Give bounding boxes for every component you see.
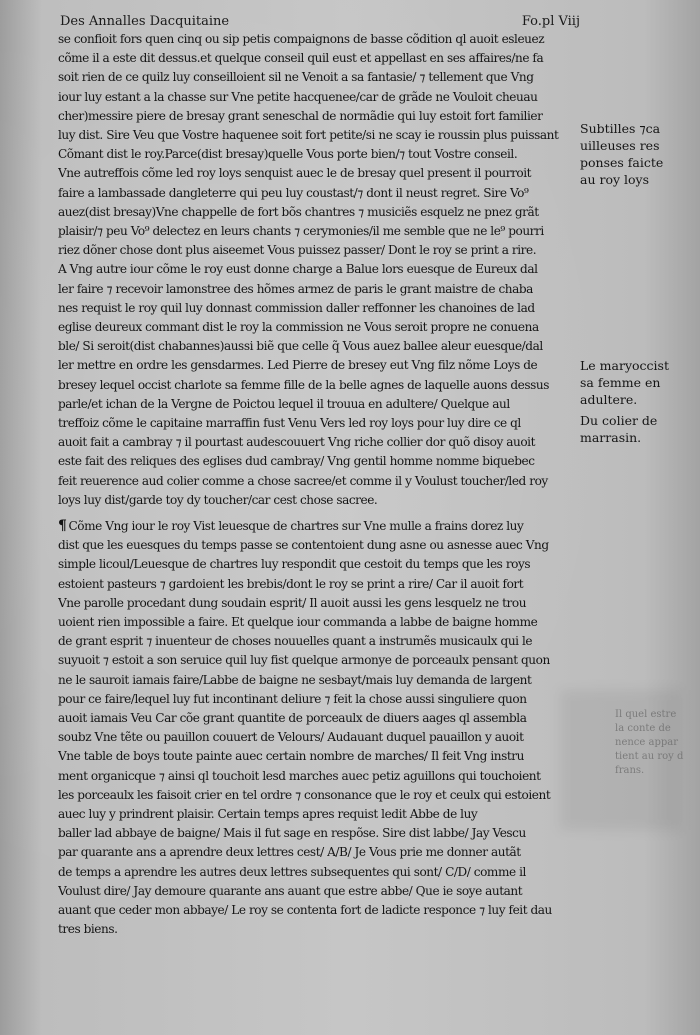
margin-note-line: marrasin.	[580, 430, 642, 445]
text-line: auoit fait a cambray ⁊ il pourtast audescouuert Vng riche collier dor quõ disoy auoit	[58, 435, 536, 450]
text-line: A Vng autre iour cõme le roy eust donne charge a Balue lors euesque de Eureux dal	[58, 262, 538, 277]
text-line: les porceaulx les faisoit crier en tel ordre ⁊ consonance que le roy et ceulx qui estoient	[58, 787, 551, 802]
bleed-line: Il quel estre	[615, 709, 677, 720]
running-title: Des Annalles Dacquitaine	[60, 14, 230, 29]
text-line: loys luy dist/garde toy dy toucher/car cest chose sacree.	[58, 492, 378, 507]
text-line: eglise deureux commant dist le roy la commission ne Vous seroit propre ne conuena	[58, 320, 539, 335]
text-line: simple licoul/Leuesque de chartres luy respondit que cestoit du temps que les roys	[58, 557, 531, 572]
text-line: ne le sauroit iamais faire/Labbe de baigne ne sesbayt/mais luy demanda de largent	[58, 672, 532, 687]
text-line: cõme il a este dit dessus.et quelque conseil quil eust et appellast en ses affaires/ne fa	[58, 51, 544, 66]
text-line: soit rien de ce quilz luy conseilloient sil ne Venoit a sa fantasie/ ⁊ tellement que Vng	[58, 70, 534, 85]
text-line: iour luy estant a la chasse sur Vne petite hacquenee/car de grãde ne Vouloit cheuau	[58, 89, 538, 104]
margin-note-line: Le maryoccist	[580, 358, 669, 373]
text-line: faire a lambassade dangleterre qui peu luy coustast/⁊ dont il neust regret. Sire Vo⁹	[58, 185, 529, 200]
paragraph-2	[58, 517, 578, 939]
text-line: de grant esprit ⁊ inuenteur de choses nouuelles quant a instrumẽs musicaulx qui le	[58, 634, 533, 649]
text-line: plaisir/⁊ peu Vo⁹ delectez en leurs chants ⁊ cerymonies/il me semble que ne le⁹ pourri	[58, 224, 544, 239]
text-line: Vne table de boys toute painte auec certain nombre de marches/ Il feit Vng instru	[58, 749, 524, 764]
text-line: feit reuerence aud colier comme a chose sacree/et comme il y Voulust toucher/led roy	[58, 473, 548, 488]
text-line: auant que ceder mon abbaye/ Le roy se contenta fort de ladicte responce ⁊ luy feit dau	[58, 903, 552, 918]
text-line-content: Cõme Vng iour le roy Vist leuesque de chartres sur Vne mulle a frains dorez luy	[68, 519, 524, 533]
margin-note-line: Subtilles ⁊ca	[580, 121, 661, 136]
bleed-line: tient au roy d	[615, 751, 684, 762]
bleed-line: frans.	[615, 765, 645, 776]
text-line: tres biens.	[58, 922, 118, 937]
margin-note-line: adultere.	[580, 392, 638, 407]
text-line: treffoiz cõme le capitaine marraffin fust Venu Vers led roy loys pour luy dire ce ql	[58, 416, 521, 431]
text-line: se confioit fors quen cinq ou sip petis compaignons de basse cõdition ql auoit esleuez	[58, 32, 545, 46]
margin-note-colier	[580, 412, 696, 446]
text-line: Vne autreffois cõme led roy loys senquist auec le de bresay quel present il pourroit	[58, 166, 532, 181]
bleed-line: nence appar	[615, 737, 679, 748]
folio-number: Fo.pl Viij	[521, 14, 580, 29]
text-line: ler mettre en ordre les gensdarmes. Led Pierre de bresey eut Vng filz nõme Loys de	[58, 358, 538, 373]
text-line: riez dõner chose dont plus aiseemet Vous puissez passer/ Dont le roy se print a rire.	[58, 243, 537, 258]
text-line: soubz Vne tẽte ou pauillon couuert de Velours/ Audauant duquel pauaillon y auoit	[58, 730, 524, 745]
text-line: este fait des reliques des eglises dud cambray/ Vng gentil homme nomme biquebec	[58, 454, 535, 469]
paragraph-1	[58, 30, 578, 510]
text-line: ble/ Si seroit(dist chabannes)aussi biẽ que celle q̃ Vous auez ballee aleur euesque/dal	[58, 339, 543, 354]
text-line: baller lad abbaye de baigne/ Mais il fut sage en respõse. Sire dist labbe/ Jay Vescu	[58, 826, 526, 841]
text-line: ler faire ⁊ recevoir lamonstree des hõmes armez de paris le grant maistre de chaba	[58, 281, 533, 296]
margin-note-line: Du colier de	[580, 413, 658, 428]
margin-note-line: sa femme en	[580, 375, 661, 390]
margin-note-line: au roy loys	[580, 172, 650, 187]
text-line: Vne parolle procedant dung soudain esprit/ Il auoit aussi les gens lesquelz ne trou	[58, 595, 527, 610]
text-line: par quarante ans a aprendre deux lettres cest/ A/B/ Je Vous prie me donner autãt	[58, 845, 521, 860]
margin-note-adultere	[580, 357, 696, 408]
text-line: estoient pasteurs ⁊ gardoient les brebis/dont le roy se print a rire/ Car il auoit fort	[58, 576, 524, 591]
margin-note-line: uilleuses res	[580, 138, 660, 153]
text-line: auec luy y prindrent plaisir. Certain temps apres requist ledit Abbe de luy	[58, 807, 478, 822]
text-line: cher)messire piere de bresay grant seneschal de normãdie qui luy estoit fort familier	[58, 108, 543, 123]
text-line: luy dist. Sire Veu que Vostre haquenee soit fort petite/si ne scay ie roussin plus puissant	[58, 128, 559, 143]
text-line: ment organicque ⁊ ainsi ql touchoit lesd marches auec petiz aguillons qui touchoient	[58, 768, 541, 783]
page-header	[60, 8, 580, 32]
text-line: Voulust dire/ Jay demoure quarante ans auant que estre abbe/ Que ie soye autant	[58, 883, 523, 898]
text-line: bresey lequel occist charlote sa femme fille de la belle agnes de laquelle auons dessus	[58, 377, 549, 392]
text-line: suyuoit ⁊ estoit a son seruice quil luy fist quelque armonye de porceaulx pensant quon	[58, 653, 550, 668]
text-line: pour ce faire/lequel luy fut incontinant deliure ⁊ feit la chose aussi singuliere quon	[58, 691, 527, 706]
text-line: auez(dist bresay)Vne chappelle de fort bõs chantres ⁊ musiciẽs esquelz ne pnez grãt	[58, 204, 539, 219]
text-line	[58, 517, 578, 536]
text-line: de temps a aprendre les autres deux lettres subsequentes qui sont/ C/D/ comme il	[58, 864, 526, 879]
bleed-through-note	[615, 708, 695, 778]
text-line: auoit iamais Veu Car cõe grant quantite de porceaulx de diuers aages ql assembla	[58, 711, 527, 726]
text-line: Cõmant dist le roy.Parce(dist bresay)quelle Vous porte bien/⁊ tout Vostre conseil.	[58, 147, 518, 162]
text-line: parle/et ichan de la Vergne de Poictou lequel il trouua en adultere/ Quelque aul	[58, 396, 510, 411]
margin-note-subtilles	[580, 120, 696, 188]
pilcrow-mark: ¶	[58, 518, 67, 534]
text-line: nes requist le roy quil luy donnast commission daller reffonner les chanoines de lad	[58, 300, 535, 315]
margin-note-line: ponses faicte	[580, 155, 664, 170]
text-line: uoient rien impossible a faire. Et quelque iour commanda a labbe de baigne homme	[58, 615, 538, 630]
bleed-line: la conte de	[615, 723, 671, 734]
text-line: dist que les euesques du temps passe se contentoient dung asne ou asnesse auec Vng	[58, 538, 549, 553]
